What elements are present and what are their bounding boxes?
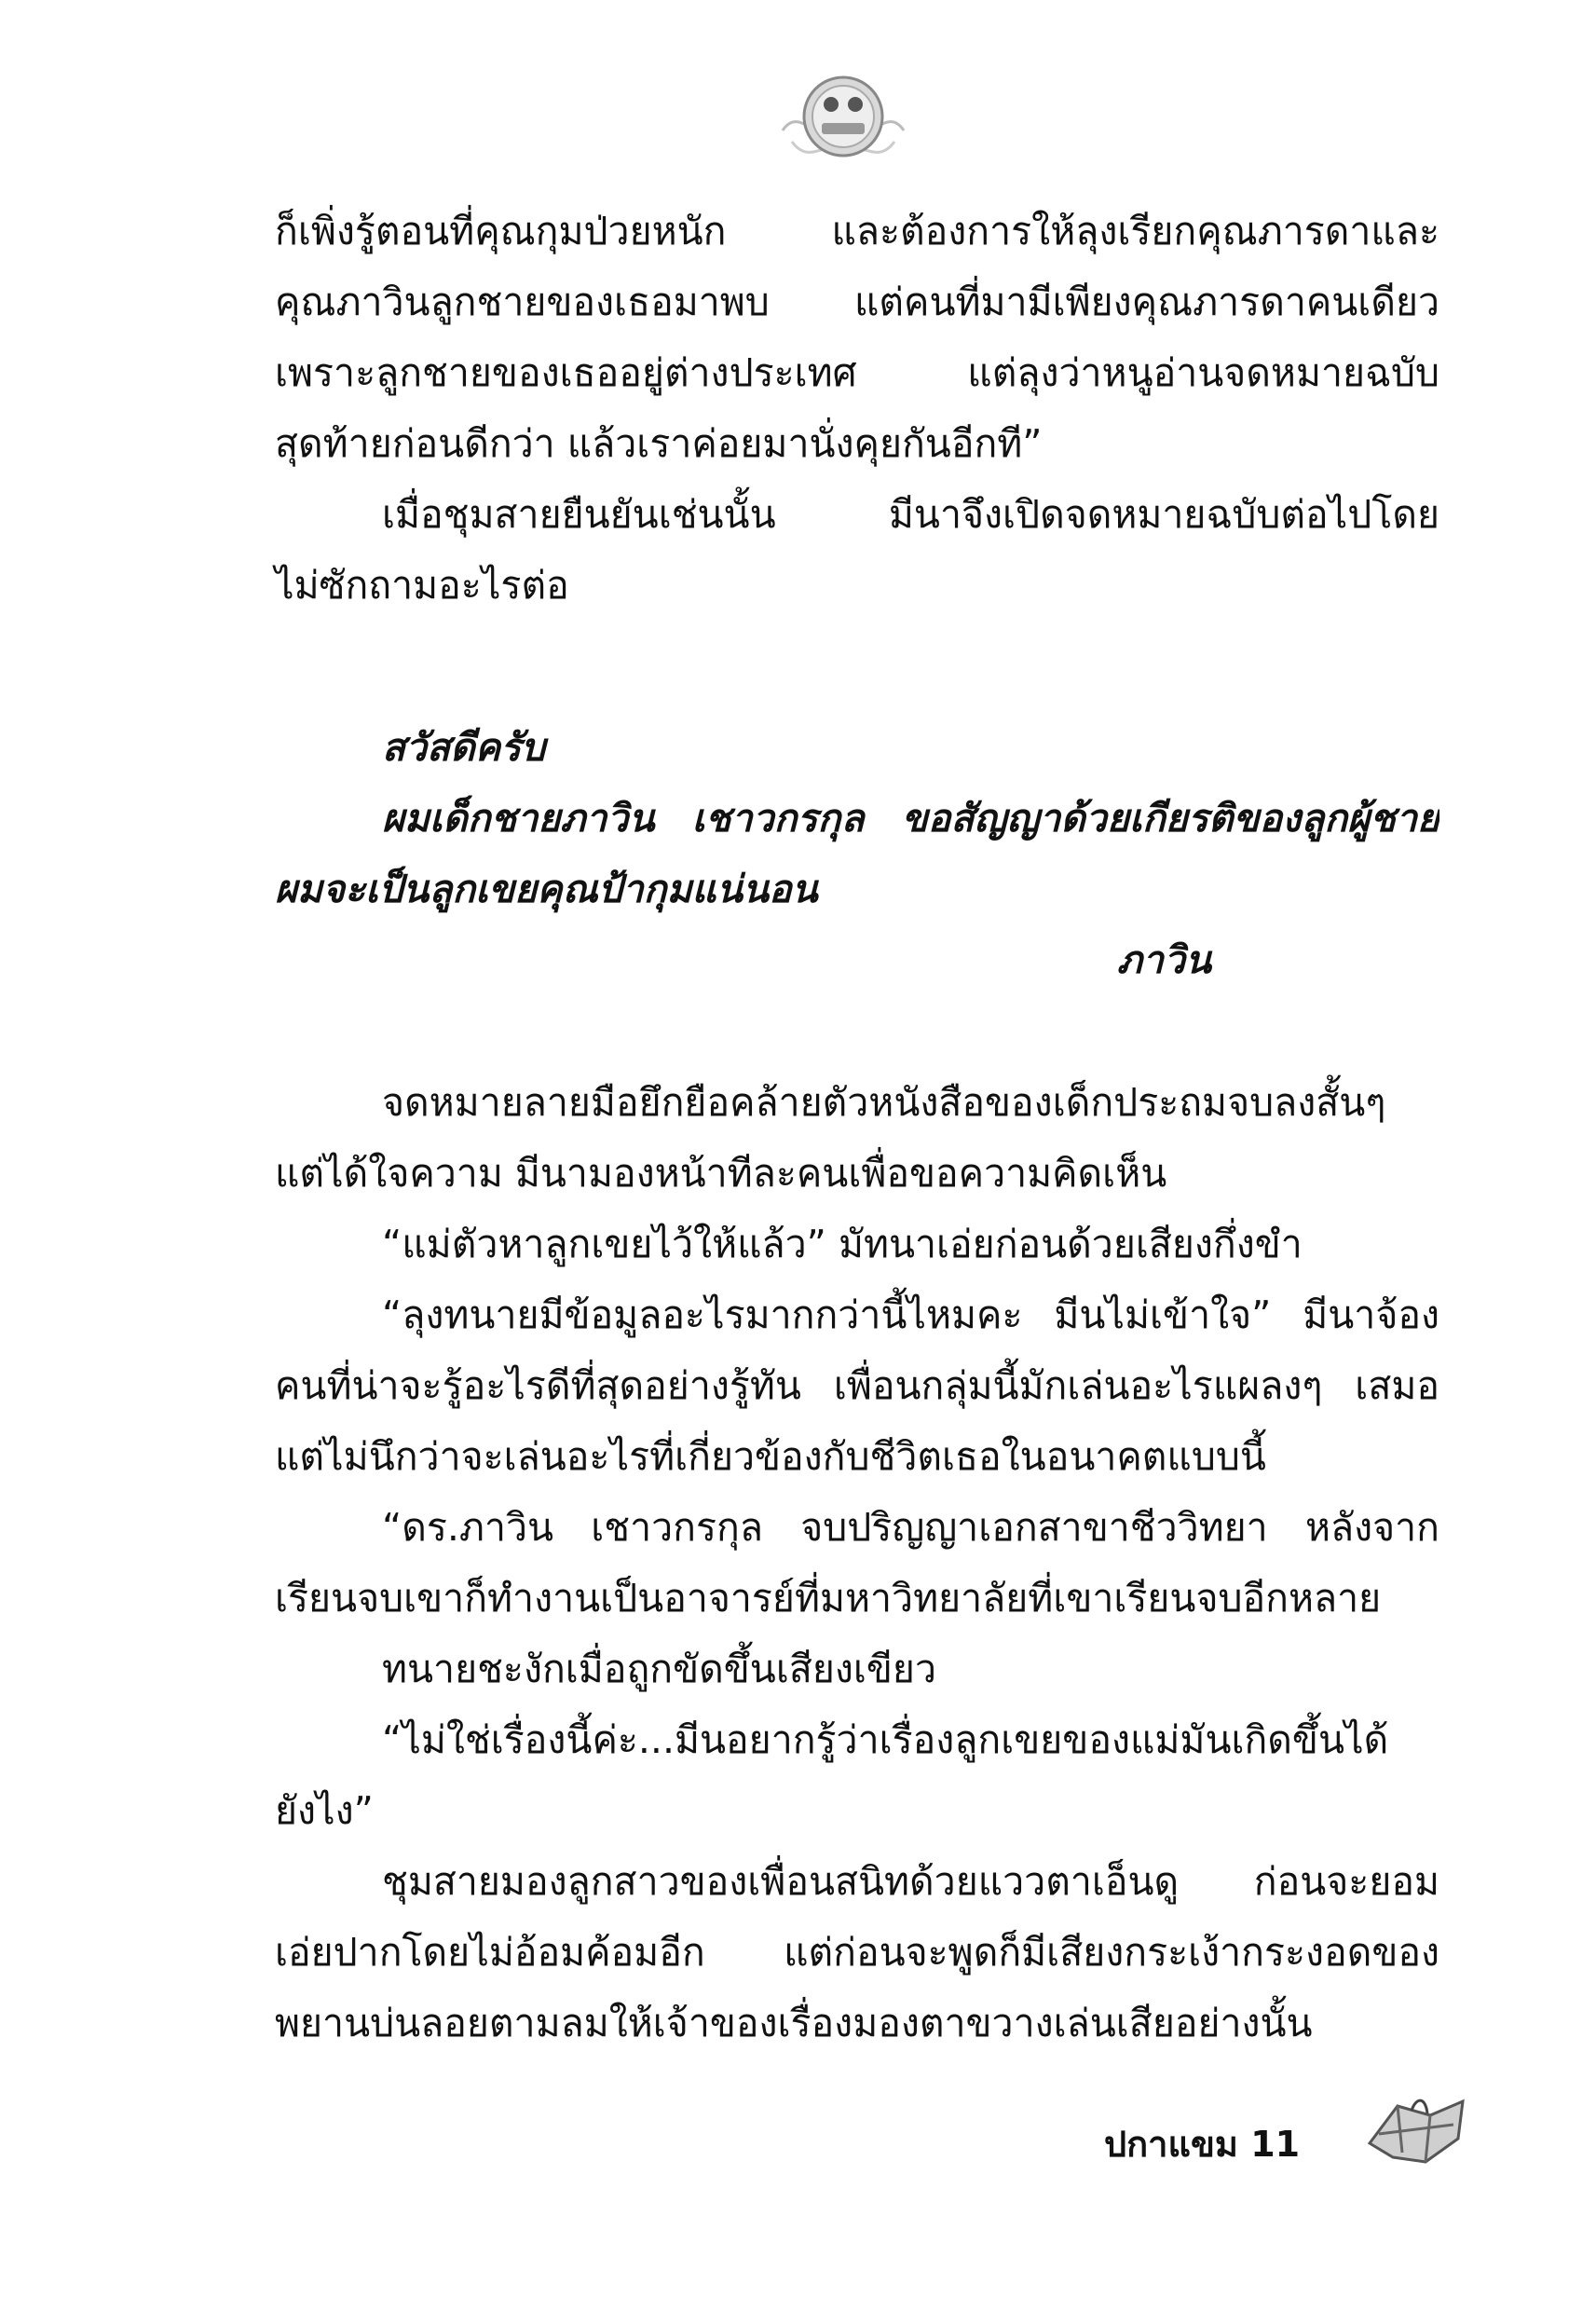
wrapped-parcel-icon bbox=[1360, 2087, 1472, 2171]
text-line: ชุมสายมองลูกสาวของเพื่อนสนิทด้วยแววตาเอ็นดู ก่อนจะยอม bbox=[382, 1859, 1439, 1904]
text-line: “ดร.ภาวิน เชาวกรกุล จบปริญญาเอกสาขาชีววิทยา หลังจาก bbox=[382, 1505, 1439, 1550]
text-line: พยานบ่นลอยตามลมให้เจ้าของเรื่องมองตาขวางเล่นเสียอย่างนั้น bbox=[275, 2001, 1313, 2045]
text-line: แต่ได้ใจความ มีนามองหน้าทีละคนเพื่อขอความคิดเห็น bbox=[275, 1151, 1167, 1196]
handwritten-letter bbox=[275, 708, 1439, 999]
text-line: เพราะลูกชายของเธออยู่ต่างประเทศ แต่ลุงว่าหนูอ่านจดหมายฉบับ bbox=[275, 350, 1439, 395]
text-line: สุดท้ายก่อนดีกว่า แล้วเราค่อยมานั่งคุยกันอีกที” bbox=[275, 421, 1043, 466]
text-line: เมื่อชุมสายยืนยันเช่นนั้น มีนาจึงเปิดจดหมายฉบับต่อไปโดย bbox=[382, 492, 1439, 537]
paragraph-group-bottom bbox=[275, 1067, 1439, 2058]
letter-line: ผมเด็กชายภาวิน เชาวกรกุล ขอสัญญาด้วยเกียรติของลูกผู้ชาย bbox=[382, 796, 1439, 841]
text-line: คนที่น่าจะรู้อะไรดีที่สุดอย่างรู้ทัน เพื่อนกลุ่มนี้มักเล่นอะไรแผลงๆ เสมอ bbox=[275, 1363, 1439, 1408]
letter-signature: ภาวิน bbox=[1116, 937, 1211, 982]
text-line: ยังไง” bbox=[275, 1788, 374, 1833]
text-line: เรียนจบเขาก็ทำงานเป็นอาจารย์ที่มหาวิทยาลัยที่เขาเรียนจบอีกหลาย bbox=[275, 1576, 1382, 1620]
text-line: แต่ไม่นึกว่าจะเล่นอะไรที่เกี่ยวข้องกับชีวิตเธอในอนาคตแบบนี้ bbox=[275, 1434, 1266, 1479]
text-line: “แม่ตัวหาลูกเขยไว้ให้แล้ว” มัทนาเอ่ยก่อนด้วยเสียงกึ่งขำ bbox=[382, 1222, 1303, 1266]
text-line: “ไม่ใช่เรื่องนี้ค่ะ...มีนอยากรู้ว่าเรื่องลูกเขยของแม่มันเกิดขึ้นได้ bbox=[382, 1717, 1389, 1762]
text-line: “ลุงทนายมีข้อมูลอะไรมากกว่านี้ไหมคะ มีนไม่เข้าใจ” มีนาจ้อง bbox=[382, 1292, 1439, 1337]
text-line: ก็เพิ่งรู้ตอนที่คุณกุมป่วยหนัก และต้องการให้ลุงเรียกคุณภารดาและ bbox=[275, 209, 1439, 253]
text-line: คุณภาวินลูกชายของเธอมาพบ แต่คนที่มามีเพียงคุณภารดาคนเดียว bbox=[275, 280, 1439, 324]
text-line: จดหมายลายมือยึกยือคล้ายตัวหนังสือของเด็กประถมจบลงสั้นๆ bbox=[382, 1080, 1386, 1125]
text-line: เอ่ยปากโดยไม่อ้อมค้อมอีก แต่ก่อนจะพูดก็มีเสียงกระเง้ากระงอดของ bbox=[275, 1930, 1439, 1975]
page-footer-title-number: ปกาแขม 11 bbox=[1104, 2124, 1301, 2165]
paragraph-group-top bbox=[275, 196, 1439, 621]
letter-line: ผมจะเป็นลูกเขยคุณป้ากุมแน่นอน bbox=[275, 867, 818, 911]
letter-greeting: สวัสดีครับ bbox=[382, 725, 546, 770]
text-line: ไม่ซักถามอะไรต่อ bbox=[275, 563, 569, 608]
text-line: ทนายชะงักเมื่อถูกขัดขึ้นเสียงเขียว bbox=[382, 1647, 936, 1691]
ornament-logo-icon bbox=[773, 65, 913, 177]
